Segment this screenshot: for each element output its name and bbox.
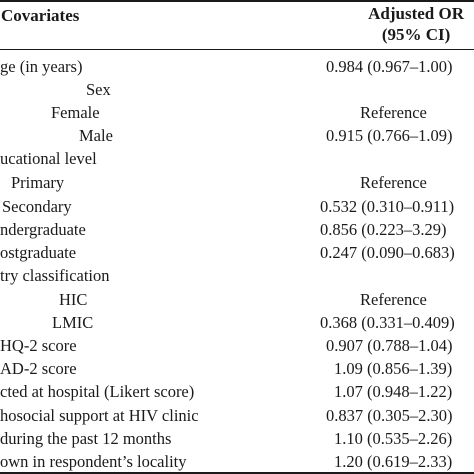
table-top-rule	[0, 0, 474, 2]
or-value: 1.10 (0.535–2.26)	[334, 429, 453, 448]
covariate-label: Primary	[11, 173, 65, 192]
covariate-label: Male	[79, 126, 113, 145]
table-row	[0, 147, 474, 170]
covariate-label: HIC	[59, 290, 88, 309]
or-value: 1.07 (0.948–1.22)	[334, 382, 453, 401]
covariate-label: ostgraduate	[0, 243, 77, 262]
or-value: 0.532 (0.310–0.911)	[320, 197, 455, 216]
covariate-label: try classification	[0, 266, 110, 285]
table-row	[0, 78, 474, 101]
header-or-line1: Adjusted OR	[368, 4, 464, 23]
table-row	[0, 55, 474, 78]
or-value: Reference	[360, 103, 427, 122]
header-rule	[0, 49, 474, 50]
covariate-label: AD-2 score	[0, 359, 77, 378]
covariate-label: HQ-2 score	[0, 336, 77, 355]
table-row	[0, 311, 474, 334]
or-value: 0.984 (0.967–1.00)	[326, 57, 453, 76]
table-row	[0, 334, 474, 357]
table-row	[0, 195, 474, 218]
table-row	[0, 101, 474, 124]
covariate-label: cted at hospital (Likert score)	[0, 382, 195, 401]
covariate-label: Sex	[86, 80, 111, 99]
header-covariates: Covariates	[1, 6, 80, 25]
covariate-label: ge (in years)	[0, 57, 83, 76]
table-row	[0, 380, 474, 403]
table-row	[0, 171, 474, 194]
covariate-label: during the past 12 months	[0, 429, 172, 448]
or-value: 1.20 (0.619–2.33)	[334, 452, 453, 471]
covariate-label: own in respondent’s locality	[0, 452, 187, 471]
table-row	[0, 218, 474, 241]
table-row	[0, 450, 474, 473]
covariate-label: Secondary	[2, 197, 72, 216]
or-value: 0.368 (0.331–0.409)	[320, 313, 455, 332]
or-value: 0.837 (0.305–2.30)	[326, 406, 453, 425]
header-or-line2: (95% CI)	[381, 25, 451, 44]
or-value: 1.09 (0.856–1.39)	[334, 359, 453, 378]
or-value: 0.915 (0.766–1.09)	[326, 126, 453, 145]
header-adjusted-or	[368, 3, 464, 45]
covariate-label: ndergraduate	[0, 220, 86, 239]
table-row	[0, 427, 474, 450]
or-value: Reference	[360, 290, 427, 309]
or-value: Reference	[360, 173, 427, 192]
table-row	[0, 241, 474, 264]
table-row	[0, 124, 474, 147]
covariate-label: hosocial support at HIV clinic	[0, 406, 199, 425]
table-row	[0, 288, 474, 311]
table-row	[0, 264, 474, 287]
or-value: 0.247 (0.090–0.683)	[320, 243, 455, 262]
covariate-label: LMIC	[52, 313, 94, 332]
table-row	[0, 357, 474, 380]
or-value: 0.856 (0.223–3.29)	[320, 220, 447, 239]
table-row	[0, 404, 474, 427]
covariate-label: Female	[51, 103, 100, 122]
or-value: 0.907 (0.788–1.04)	[326, 336, 453, 355]
covariate-label: ucational level	[0, 149, 97, 168]
